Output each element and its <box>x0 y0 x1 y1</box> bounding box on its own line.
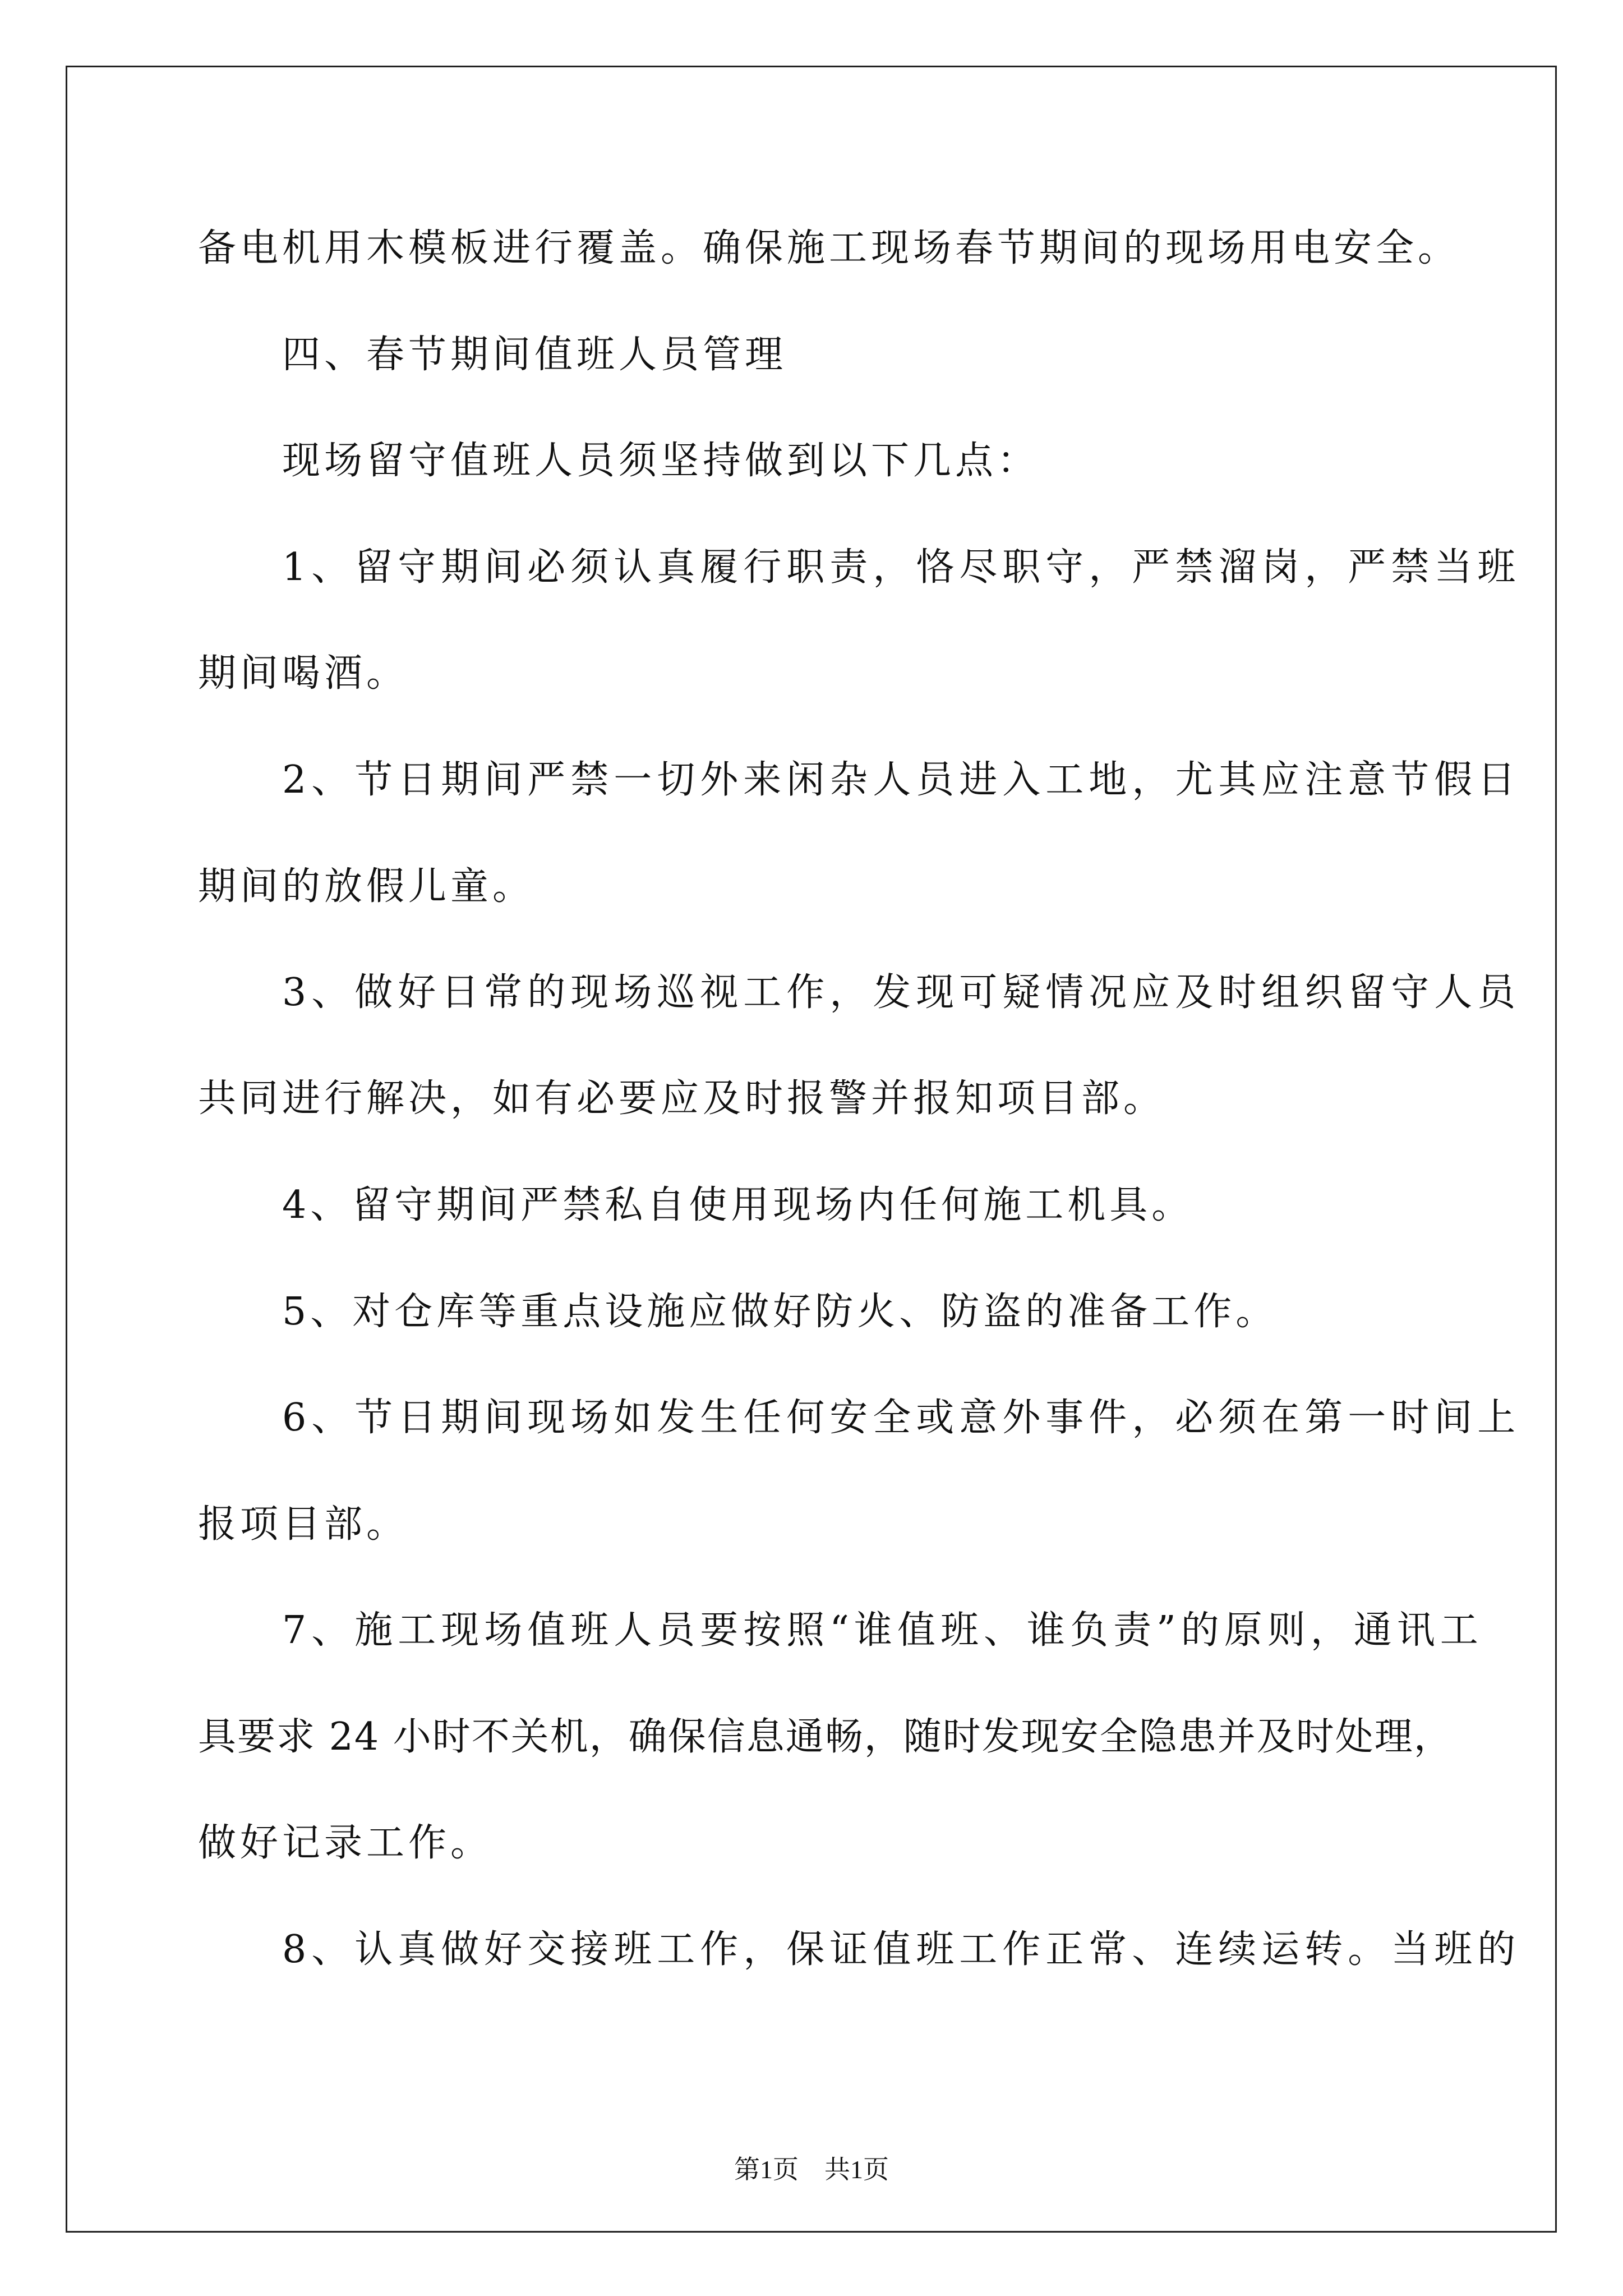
text-line: 共同进行解决，如有必要应及时报警并报知项目部。 <box>198 1076 1166 1121</box>
text-line: 期间喝酒。 <box>198 651 409 696</box>
list-item: 8、认真做好交接班工作，保证值班工作正常、连续运转。当班的 <box>282 1927 1521 1972</box>
list-item: 7、施工现场值班人员要按照“谁值班、谁负责”的原则，通讯工 <box>282 1608 1483 1653</box>
list-item: 4、留守期间严禁私自使用现场内任何施工机具。 <box>282 1183 1194 1227</box>
text-line: 具要求 24 小时不关机，确保信息通畅，随时发现安全隐患并及时处理， <box>198 1715 1453 1759</box>
list-item: 3、做好日常的现场巡视工作，发现可疑情况应及时组织留守人员 <box>282 970 1521 1015</box>
text-line: 期间的放假儿童。 <box>198 864 535 909</box>
section-heading: 四、春节期间值班人员管理 <box>282 333 787 377</box>
list-item: 6、节日期间现场如发生任何安全或意外事件，必须在第一时间上 <box>282 1396 1521 1440</box>
page-footer: 第1页 共1页 <box>734 2155 889 2184</box>
text-line: 备电机用木模板进行覆盖。确保施工现场春节期间的现场用电安全。 <box>198 226 1460 270</box>
list-item: 2、节日期间严禁一切外来闲杂人员进入工地，尤其应注意节假日 <box>282 758 1521 802</box>
text-line: 做好记录工作。 <box>198 1821 493 1865</box>
page-border <box>66 66 1557 2233</box>
text-line: 现场留守值班人员须坚持做到以下几点： <box>282 439 1040 483</box>
text-line: 报项目部。 <box>198 1502 409 1547</box>
list-item: 1、留守期间必须认真履行职责，恪尽职守，严禁溜岗，严禁当班 <box>282 545 1521 590</box>
list-item: 5、对仓库等重点设施应做好防火、防盗的准备工作。 <box>282 1290 1278 1334</box>
